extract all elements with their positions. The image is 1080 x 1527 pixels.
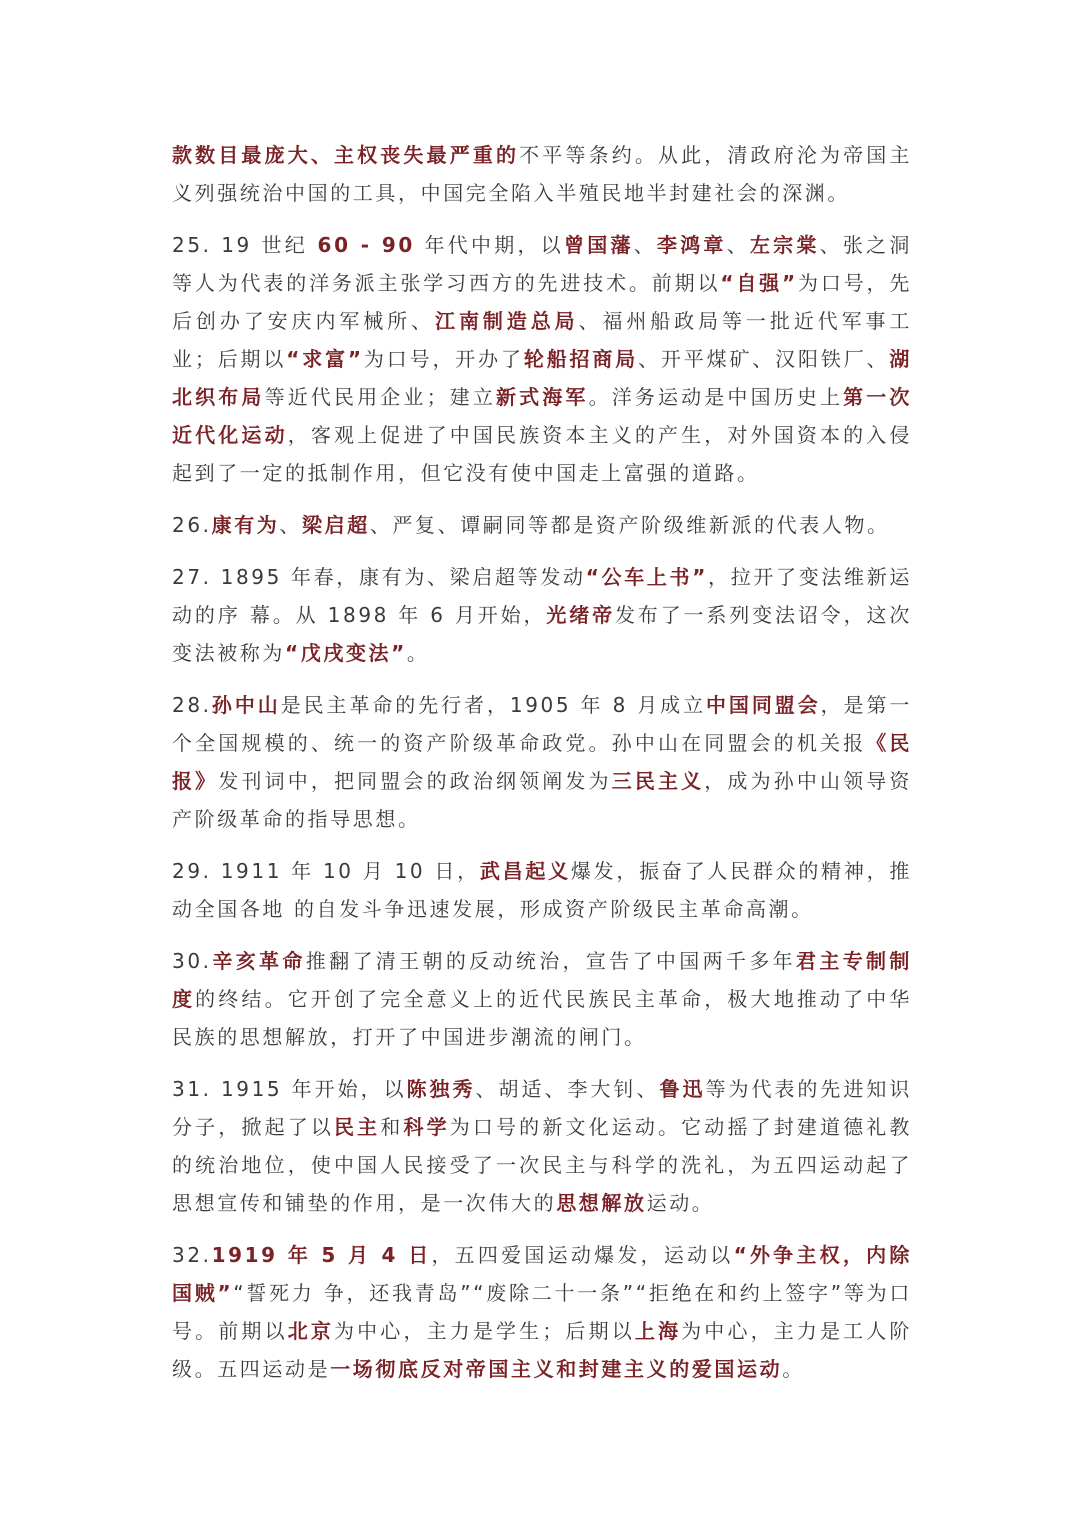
highlight: “戊戌变法”: [285, 641, 407, 665]
highlight: 科学: [403, 1115, 450, 1139]
highlight: 孙中山: [211, 693, 281, 717]
highlight: 君主专制制度: [172, 949, 912, 1011]
text-run: 、: [279, 513, 303, 537]
text-run: 的终结。它开创了完全意义上的近代民族民主革命，极大地推动了中华民族的思想解放，打开了中国进步潮流的闸门。: [172, 987, 912, 1049]
text-run: ，成为孙中山领导资产阶级革命的指导思想。: [172, 769, 913, 831]
text-run: 、胡适、李大钊、: [475, 1077, 660, 1101]
highlight: “外争主权，内除国贼”: [172, 1243, 912, 1305]
highlight: 北京: [287, 1319, 335, 1343]
highlight: 武昌起义: [479, 859, 571, 883]
highlight: 辛亥革命: [211, 949, 306, 973]
text-run: 推翻了清王朝的反动统治，宣告了中国两千多年: [305, 949, 797, 973]
highlight: 江南制造总局: [435, 309, 579, 333]
text-run: 、严复、谭嗣同等都是资产阶级维新派的代表人物。: [369, 513, 890, 537]
text-run: 等近代民用企业；建立: [264, 385, 496, 409]
text-run: 为口号，先后创办了安庆内军械所、: [172, 271, 912, 333]
text-run: 30.: [172, 949, 212, 973]
highlight: 康有为: [211, 513, 280, 537]
text-run: 发布了一系列变法诏令，这次变法被称为: [172, 603, 912, 665]
text-run: 年代中期，以: [414, 233, 564, 257]
highlight: 60 - 90: [317, 233, 415, 257]
text-run: 发刊词中，把同盟会的政治纲领阐发为: [218, 769, 612, 793]
paragraph-24-end: [172, 136, 912, 212]
paragraph-32: [172, 1236, 912, 1388]
text-run: 、: [633, 233, 657, 257]
highlight: 轮船招商局: [523, 347, 639, 371]
highlight: 上海: [634, 1319, 682, 1343]
text-run: 、开平煤矿、汉阳铁厂、: [638, 347, 890, 371]
paragraph-29: [172, 852, 912, 928]
text-run: 31. 1915 年开始，以: [172, 1077, 407, 1101]
text-run: 等为代表的先进知识分子，掀起了以: [172, 1077, 912, 1139]
highlight: “公车上书”: [585, 565, 708, 589]
text-run: 。洋务运动是中国历史上: [588, 385, 844, 409]
text-run: 、福州船政局等一批近代军事工业；后期以: [172, 309, 912, 371]
text-run: 。: [782, 1357, 805, 1381]
text-run: 32.: [172, 1243, 212, 1267]
paragraph-27: [172, 558, 912, 672]
text-run: 为口号的新文化运动。它动摇了封建道德礼教的统治地位，使中国人民接受了一次民主与科学的洗礼，为五四运动起了思想宣传和铺垫的作用，是一次伟大的: [172, 1115, 913, 1215]
highlight: 光绪帝: [546, 603, 615, 627]
text-run: ，是第一个全国规模的、统一的资产阶级革命政党。孙中山在同盟会的机关报: [172, 693, 912, 755]
highlight: 三民主义: [611, 769, 705, 793]
text-run: 、张之洞等人为代表的洋务派主张学习西方的先进技术。前期以: [172, 233, 912, 295]
text-run: ，拉开了变法维新运动的序 幕。从 1898 年 6 月开始，: [172, 565, 912, 627]
highlight: 鲁迅: [659, 1077, 706, 1101]
highlight: 左宗棠: [749, 233, 820, 257]
highlight: “求富”: [286, 347, 364, 371]
paragraph-28: [172, 686, 912, 838]
text-run: ，五四爱国运动爆发，运动以: [431, 1243, 734, 1267]
paragraph-26: [172, 506, 912, 544]
text-run: 为中心，主力是工人阶级。五四运动是: [172, 1319, 913, 1381]
highlight: 第一次近代化运动: [172, 385, 913, 447]
text-run: ，客观上促进了中国民族资本主义的产生，对外国资本的入侵起到了一定的抵制作用，但它没有使中国走上富强的道路。: [172, 423, 913, 485]
paragraph-25: [172, 226, 912, 492]
text-run: 26.: [172, 513, 212, 537]
text-run: 是民主革命的先行者，1905 年 8 月成立: [280, 693, 707, 717]
highlight: 曾国藩: [563, 233, 634, 257]
highlight: 湖北织布局: [172, 347, 912, 409]
text-run: 29. 1911 年 10 月 10 日，: [172, 859, 480, 883]
text-run: 为中心，主力是学生；后期以: [334, 1319, 635, 1343]
highlight: 中国同盟会: [706, 693, 821, 717]
highlight: 《民报》: [172, 731, 913, 793]
highlight: 李鸿章: [656, 233, 727, 257]
text-run: 28.: [172, 693, 212, 717]
highlight: 梁启超: [302, 513, 370, 537]
document-page: [172, 136, 912, 1402]
text-run: 。: [406, 641, 430, 665]
highlight: 民主: [334, 1115, 381, 1139]
text-run: 为口号，开办了: [363, 347, 524, 371]
paragraph-30: [172, 942, 912, 1056]
highlight: 款数目最庞大、主权丧失最严重的: [172, 143, 520, 167]
text-run: 25. 19 世纪: [172, 233, 318, 257]
text-run: 和: [380, 1115, 404, 1139]
highlight: 思想解放: [556, 1191, 647, 1215]
highlight: “自强”: [720, 271, 798, 295]
highlight: 1919 年 5 月 4 日: [211, 1243, 432, 1267]
text-run: “誓死力 争，还我青岛”“废除二十一条”“拒绝在和约上签字”等为口号。前期以: [172, 1281, 912, 1343]
paragraph-31: [172, 1070, 912, 1222]
text-run: 、: [726, 233, 750, 257]
text-run: 27. 1895 年春，康有为、梁启超等发动: [172, 565, 586, 589]
highlight: 陈独秀: [406, 1077, 476, 1101]
text-run: 爆发，振奋了人民群众的精神，推动全国各地 的自发斗争迅速发展，形成资产阶级民主革命高潮。: [172, 859, 913, 921]
highlight: 新式海军: [496, 385, 589, 409]
text-run: 运动。: [646, 1191, 715, 1215]
text-run: 不平等条约。从此，清政府沦为帝国主义列强统治中国的工具，中国完全陷入半殖民地半封建社会的深渊。: [172, 143, 913, 205]
highlight: 一场彻底反对帝国主义和封建主义的爱国运动: [330, 1357, 783, 1381]
